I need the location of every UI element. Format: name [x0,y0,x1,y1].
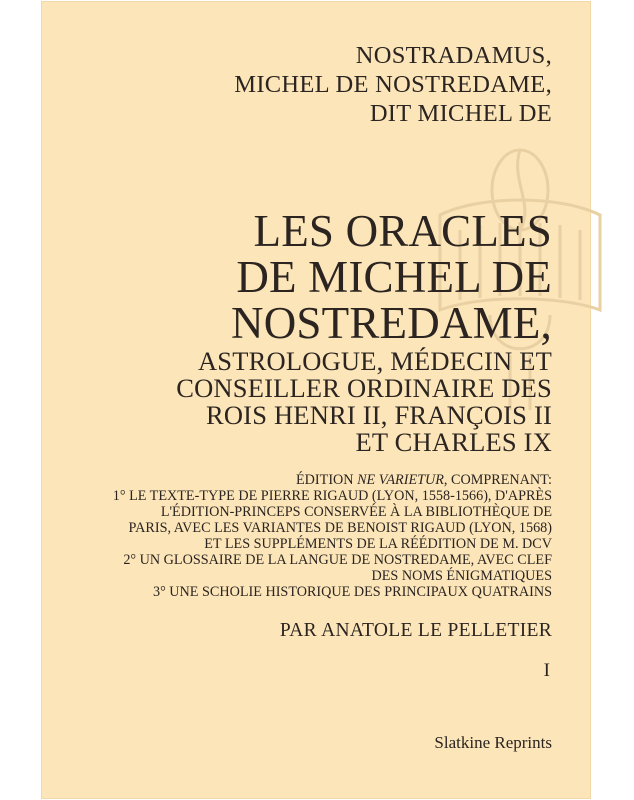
subtitle-line-4: ET CHARLES IX [355,427,552,457]
volume-number: I [543,660,550,681]
byline: PAR ANATOLE LE PELLETIER [279,620,552,641]
subtitle-line-3: ROIS HENRI II, FRANÇOIS II [205,400,552,430]
edition-lead: ÉDITION [296,472,354,488]
edition-notes [113,472,552,600]
edition-italic: NE VARIETUR [357,472,444,488]
author-block [234,41,552,128]
author-line-1: NOSTRADAMUS, [355,42,552,69]
title-line-2: DE MICHEL DE [236,252,552,302]
publisher-name: Slatkine Reprints [434,733,552,752]
edition-item-1-line-2: L'ÉDITION-PRINCEPS CONSERVÉE À LA BIBLIOTHÈQUE DE [160,504,552,520]
edition-tail: , COMPRENANT: [443,472,552,488]
edition-item-2-line-2: DES NOMS ÉNIGMATIQUES [371,568,552,584]
edition-item-1-line-4: ET LES SUPPLÉMENTS DE LA RÉÉDITION DE M. DCV [204,536,552,552]
title-line-1: LES ORACLES [253,206,552,256]
book-subtitle [176,348,552,456]
edition-item-3-line-1: 3° UNE SCHOLIE HISTORIQUE DES PRINCIPAUX QUATRAINS [152,584,552,600]
edition-item-1-line-3: PARIS, AVEC LES VARIANTES DE BENOIST RIGAUD (LYON, 1568) [128,520,552,536]
author-line-2: MICHEL DE NOSTREDAME, [234,71,552,98]
edition-item-2-line-1: 2° UN GLOSSAIRE DE LA LANGUE DE NOSTREDAME, AVEC CLEF [123,552,552,568]
subtitle-line-1: ASTROLOGUE, MÉDECIN ET [197,346,552,376]
edition-item-1-line-1: 1° LE TEXTE-TYPE DE PIERRE RIGAUD (LYON, 1558-1566), D'APRÈS [112,488,552,504]
subtitle-line-2: CONSEILLER ORDINAIRE DES [176,373,552,403]
edition-heading [113,472,552,488]
book-title [231,208,552,346]
author-line-3: DIT MICHEL DE [369,100,552,127]
title-line-3: NOSTREDAME, [231,298,552,348]
